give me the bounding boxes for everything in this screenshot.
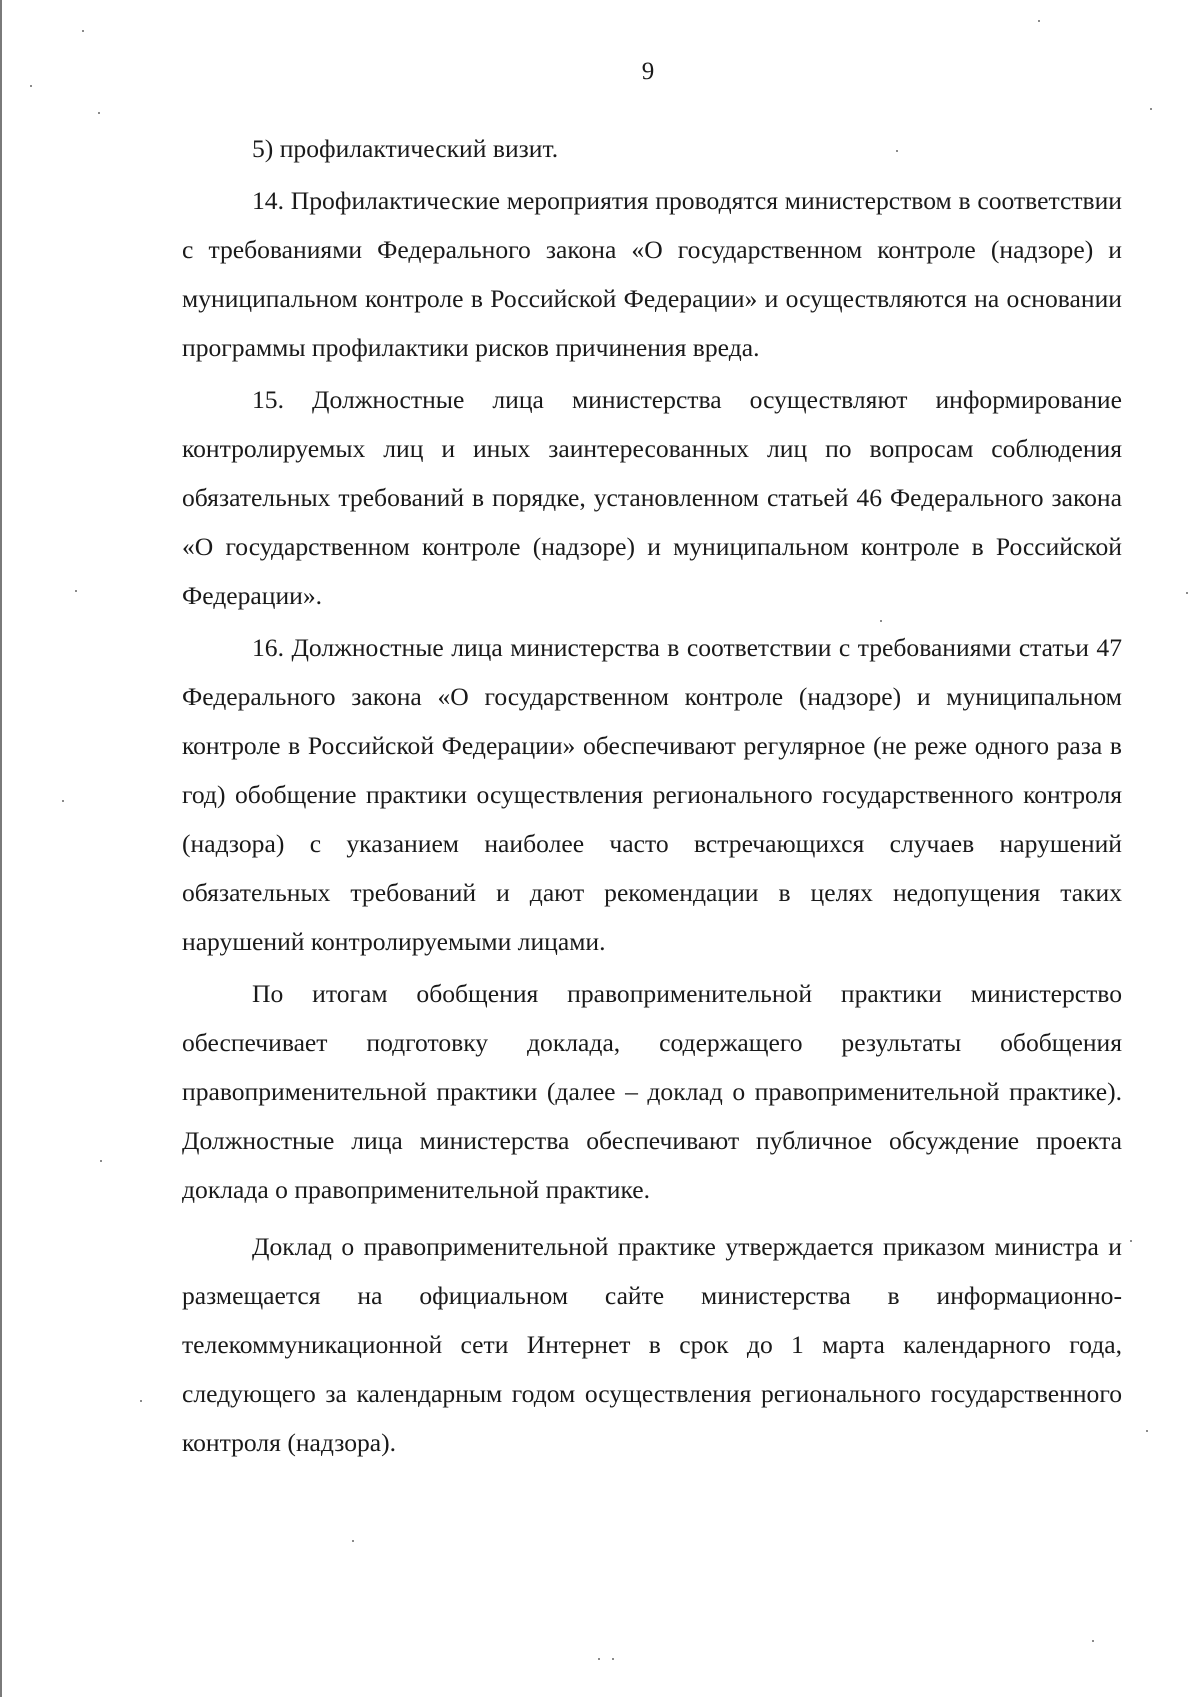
scan-speck — [1038, 20, 1040, 22]
scan-speck — [1092, 1640, 1094, 1642]
paragraph-generalization: По итогам обобщения правоприменительной практики министерство обеспечивает подготовку доклада, содержащего результаты обобщения правоприменительной практики (далее – доклад о правоприменительной практике). Должностные лица министерства обеспечивают публичное обсуждение проекта доклада о правоприменительной практике. — [182, 979, 1122, 1204]
paragraph-16: 16. Должностные лица министерства в соответствии с требованиями статьи 47 Федерального закона «О государственном контроле (надзоре) и муниципальном контроле в Российской Федерации» обеспечивают регулярное (не реже одного раза в год) обобщение практики осуществления регионального государственного контроля (надзора) с указанием наиболее часто встречающихся случаев нарушений обязательных требований и дают рекомендации в целях недопущения таких нарушений контролируемыми лицами. — [182, 633, 1122, 956]
scan-speck — [82, 30, 84, 32]
paragraph-15: 15. Должностные лица министерства осуществляют информирование контролируемых лиц и иных заинтересованных лиц по вопросам соблюдения обязательных требований в порядке, установленном статьей 46 Федерального закона «О государственном контроле (надзоре) и муниципальном контроле в Российской Федерации». — [182, 385, 1122, 610]
scan-speck — [100, 1160, 102, 1162]
scan-speck — [1146, 1430, 1148, 1432]
document-body — [182, 124, 1122, 1467]
scan-speck — [896, 150, 898, 152]
scan-speck — [140, 1400, 142, 1402]
scan-speck — [98, 112, 100, 114]
scan-speck — [1186, 592, 1188, 594]
paragraph-14: 14. Профилактические мероприятия проводятся министерством в соответствии с требованиями Федерального закона «О государственном контроле (надзоре) и муниципальном контроле в Российской Федерации» и осуществляются на основании программы профилактики рисков причинения вреда. — [182, 186, 1122, 362]
scan-speck — [1150, 108, 1152, 110]
paragraph-report: Доклад о правоприменительной практике утверждается приказом министра и размещается на официальном сайте министерства в информационно-телекоммуникационной сети Интернет в срок до 1 марта календарного года, следующего за календарным годом осуществления регионального государственного контроля (надзора). — [182, 1232, 1122, 1457]
scan-speck — [880, 620, 882, 622]
scan-speck — [612, 1658, 614, 1660]
scan-speck — [30, 85, 32, 87]
scan-speck — [598, 1658, 600, 1660]
scan-speck — [62, 800, 64, 802]
paragraph-item-5: 5) профилактический визит. — [252, 134, 559, 163]
scan-speck — [75, 590, 77, 592]
scan-speck — [352, 1540, 354, 1542]
scan-edge-line — [0, 0, 2, 1697]
scan-speck — [1130, 1240, 1132, 1242]
page-number: 9 — [641, 58, 655, 85]
